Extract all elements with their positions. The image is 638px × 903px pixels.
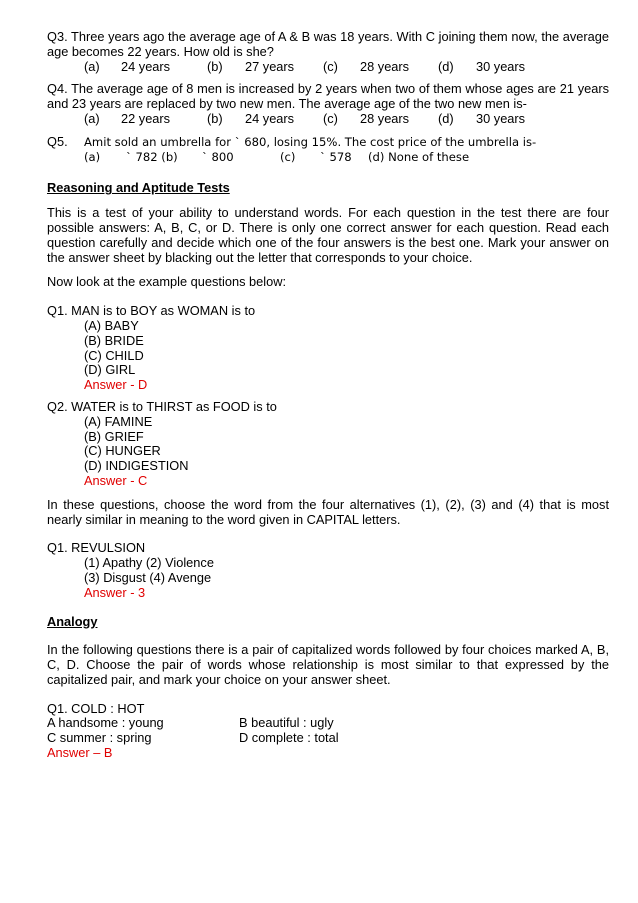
reasoning-q1-stem: Q1. MAN is to BOY as WOMAN is to [47, 303, 256, 319]
reasoning-q1-choice: (C) CHILD [84, 347, 144, 363]
synonym-q1-stem: Q1. REVULSION [47, 540, 146, 556]
option-label: (d) [438, 58, 454, 74]
option-value: 30 years [476, 110, 526, 126]
reasoning-q2-stem: Q2. WATER is to THIRST as FOOD is to [47, 398, 277, 414]
analogy-q1-row-1 [47, 716, 609, 731]
option-label: (a) [84, 58, 100, 74]
analogy-choice-b: B beautiful : ugly [239, 715, 334, 731]
question-q5-options [47, 150, 609, 165]
reasoning-q1-choice: (D) GIRL [84, 362, 136, 378]
synonym-q1-answer: Answer - 3 [84, 584, 146, 600]
option-value: 24 years [121, 58, 171, 74]
reasoning-q2-choice: (A) FAMINE [84, 413, 153, 429]
synonym-q1-choice: (3) Disgust (4) Avenge [84, 569, 212, 585]
option-value: (d) None of these [368, 149, 470, 164]
reasoning-look-text: Now look at the example questions below: [47, 274, 287, 290]
option-label: (b) [207, 58, 223, 74]
reasoning-q2-choice: (C) HUNGER [84, 443, 161, 459]
reasoning-q1-answer: Answer - D [84, 377, 148, 393]
option-label: (a) [84, 149, 101, 164]
option-value: ` 782 (b) [126, 149, 178, 164]
option-value: 22 years [121, 110, 171, 126]
option-value: 24 years [245, 110, 295, 126]
document-page [47, 30, 609, 761]
option-label: (a) [84, 110, 100, 126]
reasoning-q2-answer: Answer - C [84, 472, 148, 488]
analogy-intro: In the following questions there is a pair of capitalized words followed by four choices marked A, B, C, D. Choose the pair of words whose relationship is most similar to that expressed by the capitalized pair, and mark your choice on your answer sheet. [47, 642, 609, 687]
synonym-q1-choice: (1) Apathy (2) Violence [84, 555, 214, 571]
question-q5-label: Q5. [47, 133, 68, 149]
reasoning-q1-choice: (B) BRIDE [84, 332, 144, 348]
question-q3-text: Q3. Three years ago the average age of A & B was 18 years. With C joining them now, the average age becomes 22 years. How old is she? [47, 29, 609, 59]
question-q3-options [47, 60, 609, 75]
option-value: ` 578 [320, 149, 352, 164]
question-q5 [47, 135, 609, 150]
option-label: (d) [438, 110, 454, 126]
analogy-choice-c: C summer : spring [47, 730, 152, 746]
reasoning-q1-choice: (A) BABY [84, 317, 139, 333]
reasoning-intro: This is a test of your ability to understand words. For each question in the test there are four possible answers: A, B, C, or D. There is only one correct answer for each question. Read each question carefully and decide which one of the four answers is the best one. Mark your answer on the answer sheet by blacking out the letter that corresponds to your choice. [47, 205, 609, 265]
analogy-heading: Analogy [47, 613, 98, 629]
question-q4-text: Q4. The average age of 8 men is increased by 2 years when two of them whose ages are 21 years and 23 years are replaced by two new men. The average age of the two new men is- [47, 81, 609, 112]
option-value: 27 years [245, 58, 295, 74]
option-value: 30 years [476, 58, 526, 74]
option-value: ` 800 [202, 149, 234, 164]
option-value: 28 years [360, 58, 410, 74]
option-label: (c) [323, 58, 338, 74]
analogy-q1-answer: Answer – B [47, 745, 113, 761]
reasoning-q2-choice: (B) GRIEF [84, 428, 144, 444]
option-label: (b) [207, 110, 223, 126]
question-q4-options [47, 112, 609, 127]
analogy-q1-stem: Q1. COLD : HOT [47, 700, 145, 716]
reasoning-q2-choice: (D) INDIGESTION [84, 458, 189, 474]
question-q5-text: Amit sold an umbrella for ` 680, losing 15%. The cost price of the umbrella is- [84, 134, 537, 149]
option-label: (c) [323, 110, 338, 126]
option-label: (c) [280, 149, 296, 164]
synonym-intro: In these questions, choose the word from the four alternatives (1), (2), (3) and (4) that is most nearly similar in meaning to the word given in CAPITAL letters. [47, 496, 609, 527]
analogy-q1-row-2 [47, 731, 609, 746]
analogy-choice-d: D complete : total [239, 730, 339, 746]
reasoning-heading: Reasoning and Aptitude Tests [47, 180, 230, 196]
option-value: 28 years [360, 110, 410, 126]
analogy-choice-a: A handsome : young [47, 715, 164, 731]
